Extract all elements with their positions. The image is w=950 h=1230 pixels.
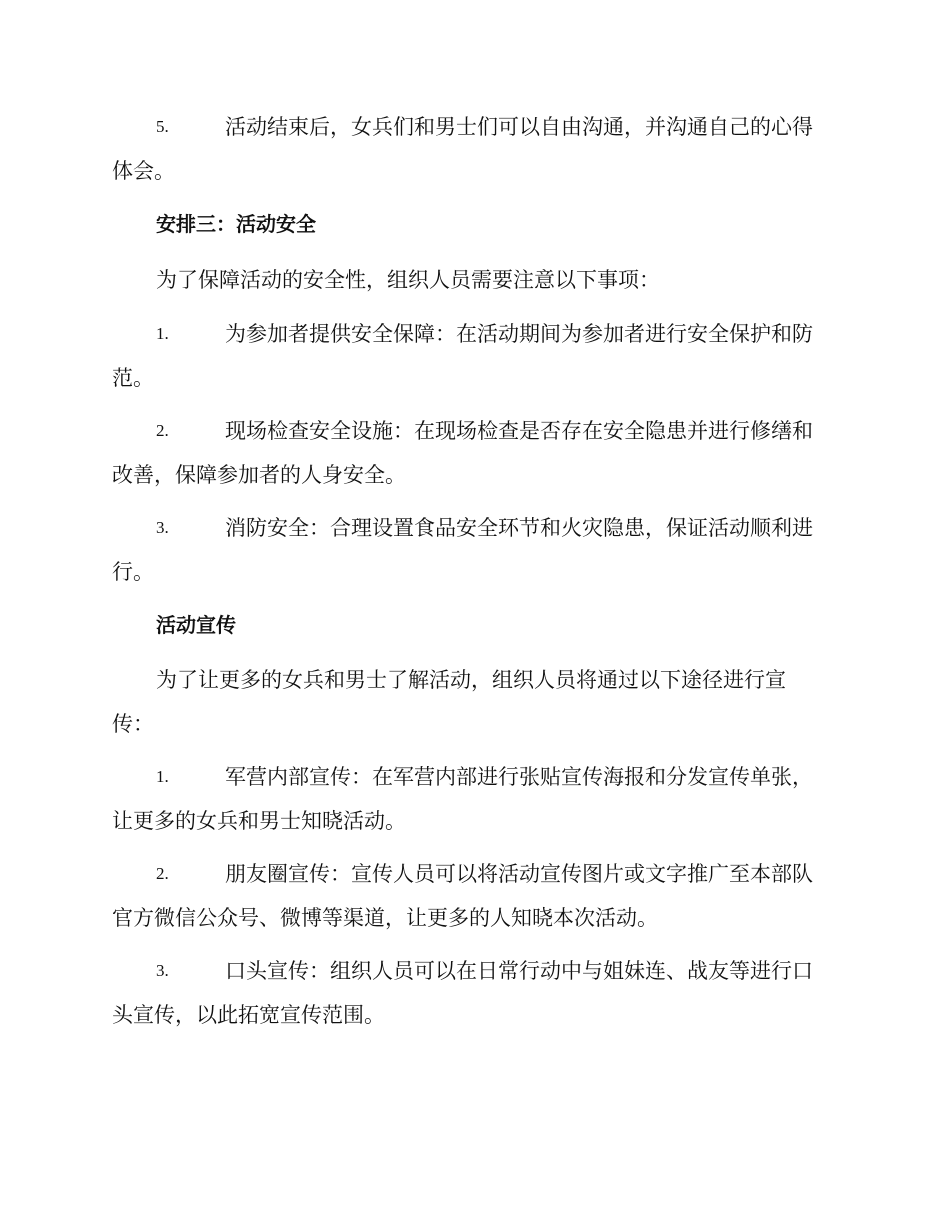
- section-heading: 安排三：活动安全: [156, 212, 316, 236]
- list-item: [112, 755, 834, 843]
- list-number: 5.: [156, 117, 169, 136]
- paragraph-line: 为了让更多的女兵和男士了解活动，组织人员将通过以下途径进行宣: [156, 668, 786, 692]
- list-item: [112, 506, 834, 594]
- paragraph: 为了保障活动的安全性，组织人员需要注意以下事项：: [156, 268, 660, 292]
- list-item: [112, 852, 834, 940]
- list-text-continuation: 改善，保障参加者的人身安全。: [112, 463, 406, 487]
- list-text-continuation: 让更多的女兵和男士知晓活动。: [112, 809, 406, 833]
- list-text-continuation: 官方微信公众号、微博等渠道，让更多的人知晓本次活动。: [112, 906, 658, 930]
- paragraph: [112, 658, 834, 746]
- list-text: 朋友圈宣传：宣传人员可以将活动宣传图片或文字推广至本部队: [225, 862, 813, 886]
- list-text: 口头宣传：组织人员可以在日常行动中与姐妹连、战友等进行口: [225, 959, 813, 983]
- list-text-continuation: 体会。: [112, 159, 175, 183]
- list-text: 现场检查安全设施：在现场检查是否存在安全隐患并进行修缮和: [225, 419, 813, 443]
- list-item: [112, 409, 834, 497]
- list-item: [112, 312, 834, 400]
- list-text-continuation: 行。: [112, 560, 154, 584]
- list-number: 3.: [156, 961, 169, 980]
- list-number: 1.: [156, 767, 169, 786]
- list-number: 3.: [156, 518, 169, 537]
- list-text: 消防安全：合理设置食品安全环节和火灾隐患，保证活动顺利进: [225, 516, 813, 540]
- list-text: 军营内部宣传：在军营内部进行张贴宣传海报和分发宣传单张，: [225, 765, 813, 789]
- list-number: 1.: [156, 324, 169, 343]
- list-text: 活动结束后，女兵们和男士们可以自由沟通，并沟通自己的心得: [225, 115, 813, 139]
- list-item: [112, 949, 834, 1037]
- list-text-continuation: 头宣传，以此拓宽宣传范围。: [112, 1003, 385, 1027]
- list-text-continuation: 范。: [112, 366, 154, 390]
- list-number: 2.: [156, 421, 169, 440]
- paragraph-line: 传：: [112, 712, 154, 736]
- section-heading: 活动宣传: [156, 613, 236, 637]
- list-number: 2.: [156, 864, 169, 883]
- list-item: [112, 105, 834, 193]
- list-text: 为参加者提供安全保障：在活动期间为参加者进行安全保护和防: [225, 322, 813, 346]
